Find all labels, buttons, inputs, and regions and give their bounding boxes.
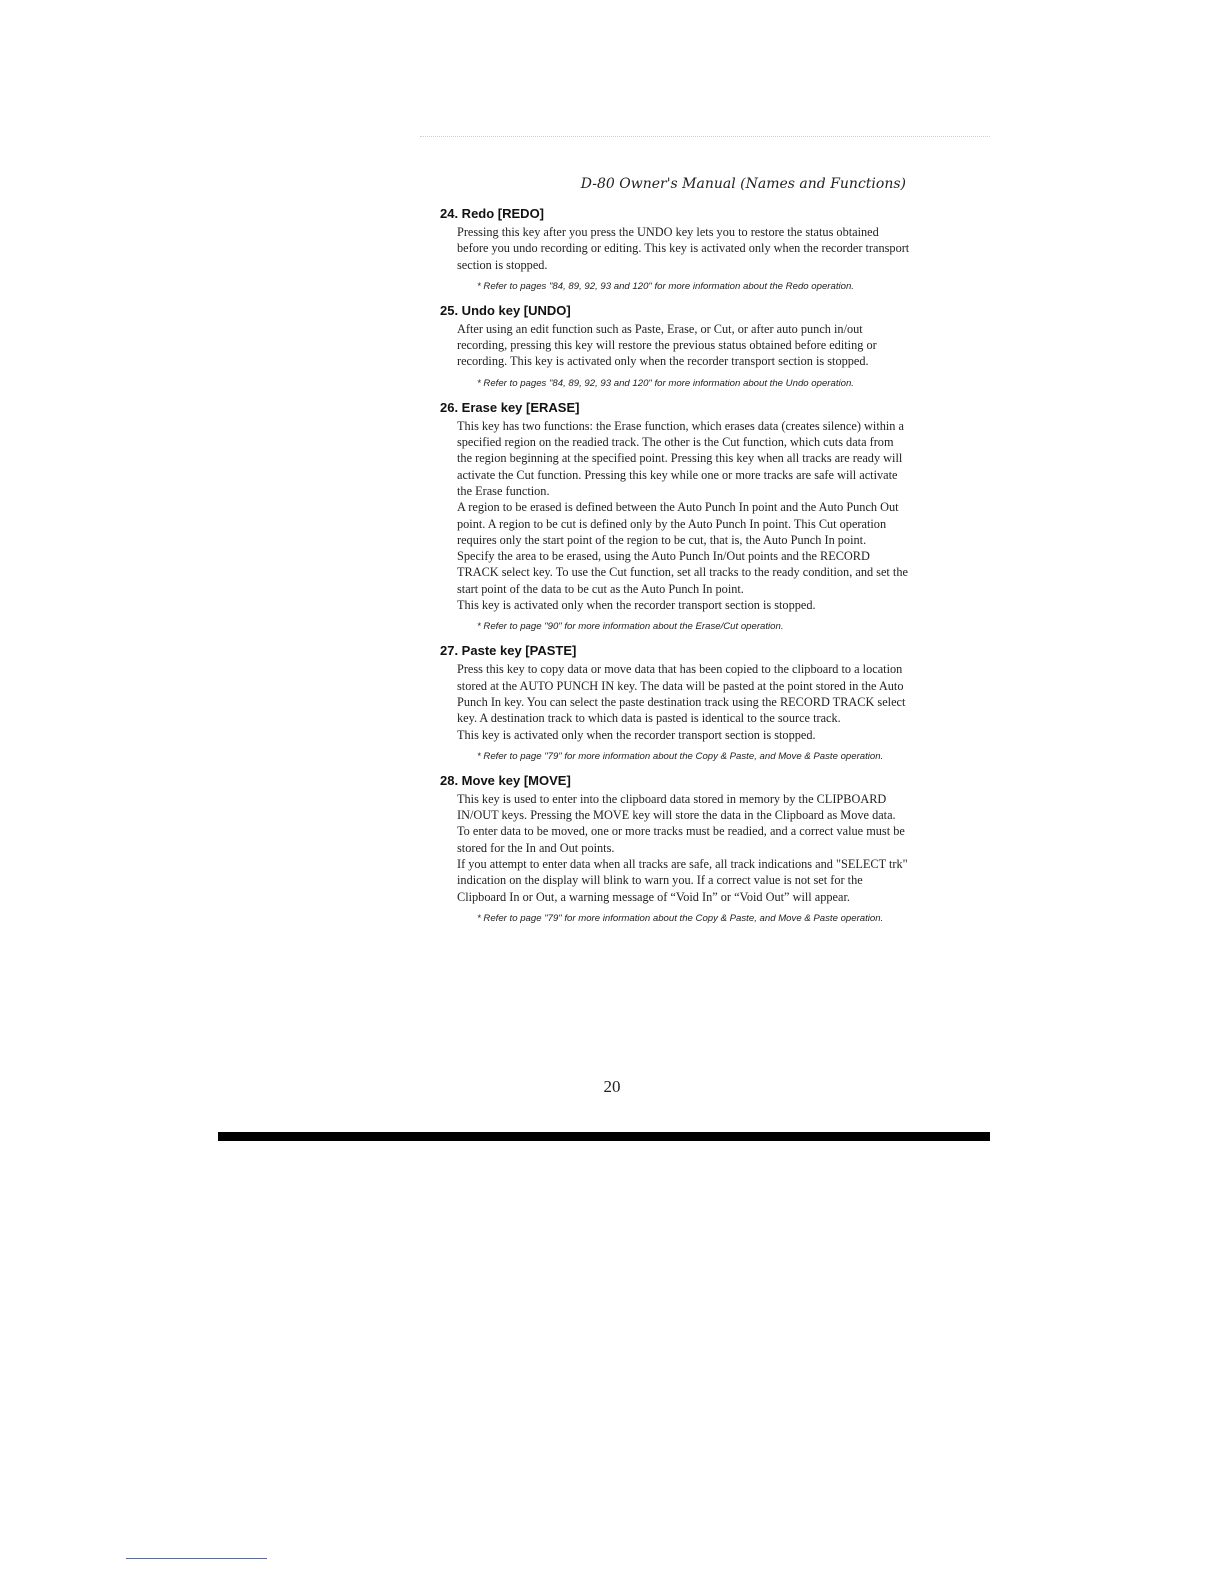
scan-artifact-line [420,136,990,137]
section-body [440,418,910,635]
paragraph: This key has two functions: the Erase function, which erases data (creates silence) within a specified region on the readied track. The other is the Cut function, which cuts data from the region beginning at the specified point. Pressing this key when all tracks are ready will activate the Cut function. Pressing this key while one or more tracks are safe will activate the Erase function. [457,418,904,498]
section-heading: 26. Erase key [ERASE] [440,399,580,415]
paragraph: Pressing this key after you press the UNDO key lets you to restore the status obtained before you undo recording or editing. This key is activated only when the recorder transport section is stopped. [457,225,910,272]
paragraph: This key is activated only when the recorder transport section is stopped. [457,727,816,742]
paragraph: Press this key to copy data or move data that has been copied to the clipboard to a location stored at the AUTO PUNCH IN key. The data will be pasted at the point stored in the Auto Punch In key. You can select the paste destination track using the RECORD TRACK select key. A destination track to which data is pasted is identical to the source track. [457,662,906,726]
section-redo [440,206,910,294]
running-header: D-80 Owner's Manual (Names and Functions) [580,176,906,192]
section-heading: 28. Move key [MOVE] [440,772,571,788]
paragraph: If you attempt to enter data when all tracks are safe, all track indications and "SELECT trk" indication on the display will blink to warn you. If a correct value is not set for the Clipboard In or Out, a warning message of “Void In” or “Void Out” will appear. [457,857,908,904]
section-heading: 24. Redo [REDO] [440,206,545,221]
section-paste [440,643,910,763]
section-move [440,773,910,926]
paragraph: This key is activated only when the recorder transport section is stopped. [457,598,816,613]
reference-note: * Refer to pages "84, 89, 92, 93 and 120" for more information about the Undo operation. [477,377,854,389]
paragraph: After using an edit function such as Paste, Erase, or Cut, or after auto punch in/out recording, pressing this key will restore the previous status obtained before editing or recording. This key is activated only when the recorder transport section is stopped. [457,321,877,369]
section-undo [440,303,910,391]
paragraph: Specify the area to be erased, using the Auto Punch In/Out points and the RECORD TRACK select key. To use the Cut function, set all tracks to the ready condition, and set the start point of the data to be cut as the Auto Punch In point. [457,549,908,596]
page-number: 20 [603,1077,621,1096]
paragraph: This key is used to enter into the clipboard data stored in memory by the CLIPBOARD IN/OUT keys. Pressing the MOVE key will store the data in the Clipboard as Move data. [457,791,896,823]
reference-note: * Refer to pages "84, 89, 92, 93 and 120" for more information about the Redo operation. [477,280,854,292]
section-body [440,321,910,391]
paragraph: A region to be erased is defined between the Auto Punch In point and the Auto Punch Out point. A region to be cut is defined only by the Auto Punch In point. This Cut operation requires only the start point of the region to be cut, that is, the Auto Punch In point. [457,500,899,547]
reference-note: * Refer to page "79" for more information about the Copy & Paste, and Move & Paste operation. [477,750,884,762]
section-heading: 25. Undo key [UNDO] [440,302,571,318]
section-heading: 27. Paste key [PASTE] [440,643,577,659]
page-content [440,206,910,935]
section-erase [440,400,910,635]
section-body [440,791,910,926]
section-body [440,661,910,763]
paragraph: To enter data to be moved, one or more tracks must be readied, and a correct value must be stored for the In and Out points. [457,824,905,855]
reference-note: * Refer to page "79" for more information about the Copy & Paste, and Move & Paste operation. [477,912,884,924]
reference-note: * Refer to page "90" for more information about the Erase/Cut operation. [477,621,784,633]
section-body [440,224,910,294]
bottom-rule [218,1132,990,1141]
footnote-rule [126,1558,267,1559]
